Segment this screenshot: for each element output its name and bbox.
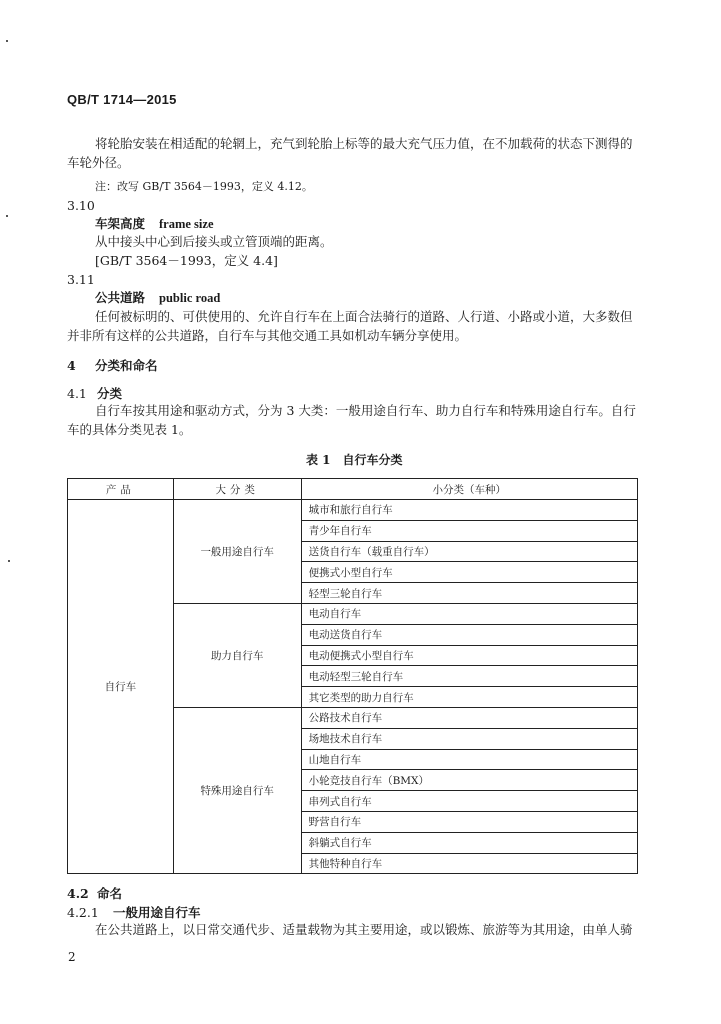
subcategory-cell: 电动轻型三轮自行车 xyxy=(301,666,637,687)
subcategory-cell: 城市和旅行自行车 xyxy=(301,500,637,521)
subcategory-cell: 送货自行车（载重自行车） xyxy=(301,541,637,562)
category-cell: 一般用途自行车 xyxy=(173,500,301,604)
section-4-1-heading xyxy=(67,384,122,402)
para-line: 自行车按其用途和驱动方式，分为 3 大类：一般用途自行车、助力自行车和特殊用途自行车。自行 xyxy=(95,403,636,418)
subcategory-cell: 轻型三轮自行车 xyxy=(301,583,637,604)
section-4-heading xyxy=(67,356,158,374)
term-cn: 车架高度 xyxy=(95,216,146,231)
header-subcategory: 小分类（车种） xyxy=(301,479,637,500)
subcategory-cell: 电动便携式小型自行车 xyxy=(301,645,637,666)
para-line: 在公共道路上，以日常交通代步、适量载物为其主要用途，或以锻炼、旅游等为其用途，由单人骑 xyxy=(95,922,633,937)
page-number: 2 xyxy=(68,950,76,964)
subcategory-cell: 串列式自行车 xyxy=(301,791,637,812)
subcategory-cell: 电动送货自行车 xyxy=(301,624,637,645)
subcategory-cell: 便携式小型自行车 xyxy=(301,562,637,583)
definition-line: 并非所有这样的公共道路，自行车与其他交通工具如机动车辆分享使用。 xyxy=(67,328,468,343)
classification-table xyxy=(67,478,638,874)
scan-mark xyxy=(6,215,8,217)
subcategory-cell: 斜躺式自行车 xyxy=(301,832,637,853)
section-number: 4.2.1 xyxy=(67,905,99,920)
reference: [GB/T 3564－1993，定义 4.4] xyxy=(95,253,278,268)
subcategory-cell: 其它类型的助力自行车 xyxy=(301,687,637,708)
header-category: 大分类 xyxy=(173,479,301,500)
section-number-3-11: 3.11 xyxy=(67,272,95,287)
term-3-11 xyxy=(95,290,220,306)
section-title: 分类 xyxy=(97,386,123,401)
scan-mark xyxy=(6,40,8,42)
section-number: 4.1 xyxy=(67,386,87,401)
product-cell: 自行车 xyxy=(68,500,174,874)
category-cell: 助力自行车 xyxy=(173,603,301,707)
subcategory-cell: 野营自行车 xyxy=(301,811,637,832)
table-header-row xyxy=(68,479,638,500)
table-caption: 表 1 自行车分类 xyxy=(306,453,403,467)
subcategory-cell: 场地技术自行车 xyxy=(301,728,637,749)
subcategory-cell: 公路技术自行车 xyxy=(301,707,637,728)
para-line: 车的具体分类见表 1。 xyxy=(67,422,192,437)
subcategory-cell: 小轮竞技自行车（BMX） xyxy=(301,770,637,791)
para-line: 将轮胎安装在相适配的轮辋上，充气到轮胎上标等的最大充气压力值，在不加载荷的状态下测得的 xyxy=(95,136,633,151)
section-title: 命名 xyxy=(97,886,123,901)
section-4-2-heading xyxy=(67,884,122,902)
definition: 从中接头中心到后接头或立管顶端的距离。 xyxy=(95,234,333,249)
section-number: 4 xyxy=(67,358,76,373)
section-title: 分类和命名 xyxy=(95,358,158,373)
scan-mark xyxy=(8,560,10,562)
definition-line: 任何被标明的、可供使用的、允许自行车在上面合法骑行的道路、人行道、小路或小道，大多数但 xyxy=(95,309,633,324)
section-number: 4.2 xyxy=(67,886,89,901)
subcategory-cell: 青少年自行车 xyxy=(301,520,637,541)
table-row xyxy=(68,500,638,521)
term-cn: 公共道路 xyxy=(95,290,146,305)
category-cell: 特殊用途自行车 xyxy=(173,707,301,873)
section-title: 一般用途自行车 xyxy=(113,905,201,920)
header-product: 产品 xyxy=(68,479,174,500)
term-en: public road xyxy=(159,291,221,305)
note: 注：改写 GB/T 3564－1993，定义 4.12。 xyxy=(95,180,313,193)
para-line: 车轮外径。 xyxy=(67,155,130,170)
standard-number-header: QB/T 1714—2015 xyxy=(67,92,177,107)
subcategory-cell: 山地自行车 xyxy=(301,749,637,770)
subcategory-cell: 其他特种自行车 xyxy=(301,853,637,874)
subcategory-cell: 电动自行车 xyxy=(301,603,637,624)
section-4-2-1-heading xyxy=(67,903,201,921)
term-en: frame size xyxy=(159,217,214,231)
section-number-3-10: 3.10 xyxy=(67,198,95,213)
term-3-10 xyxy=(95,216,214,232)
